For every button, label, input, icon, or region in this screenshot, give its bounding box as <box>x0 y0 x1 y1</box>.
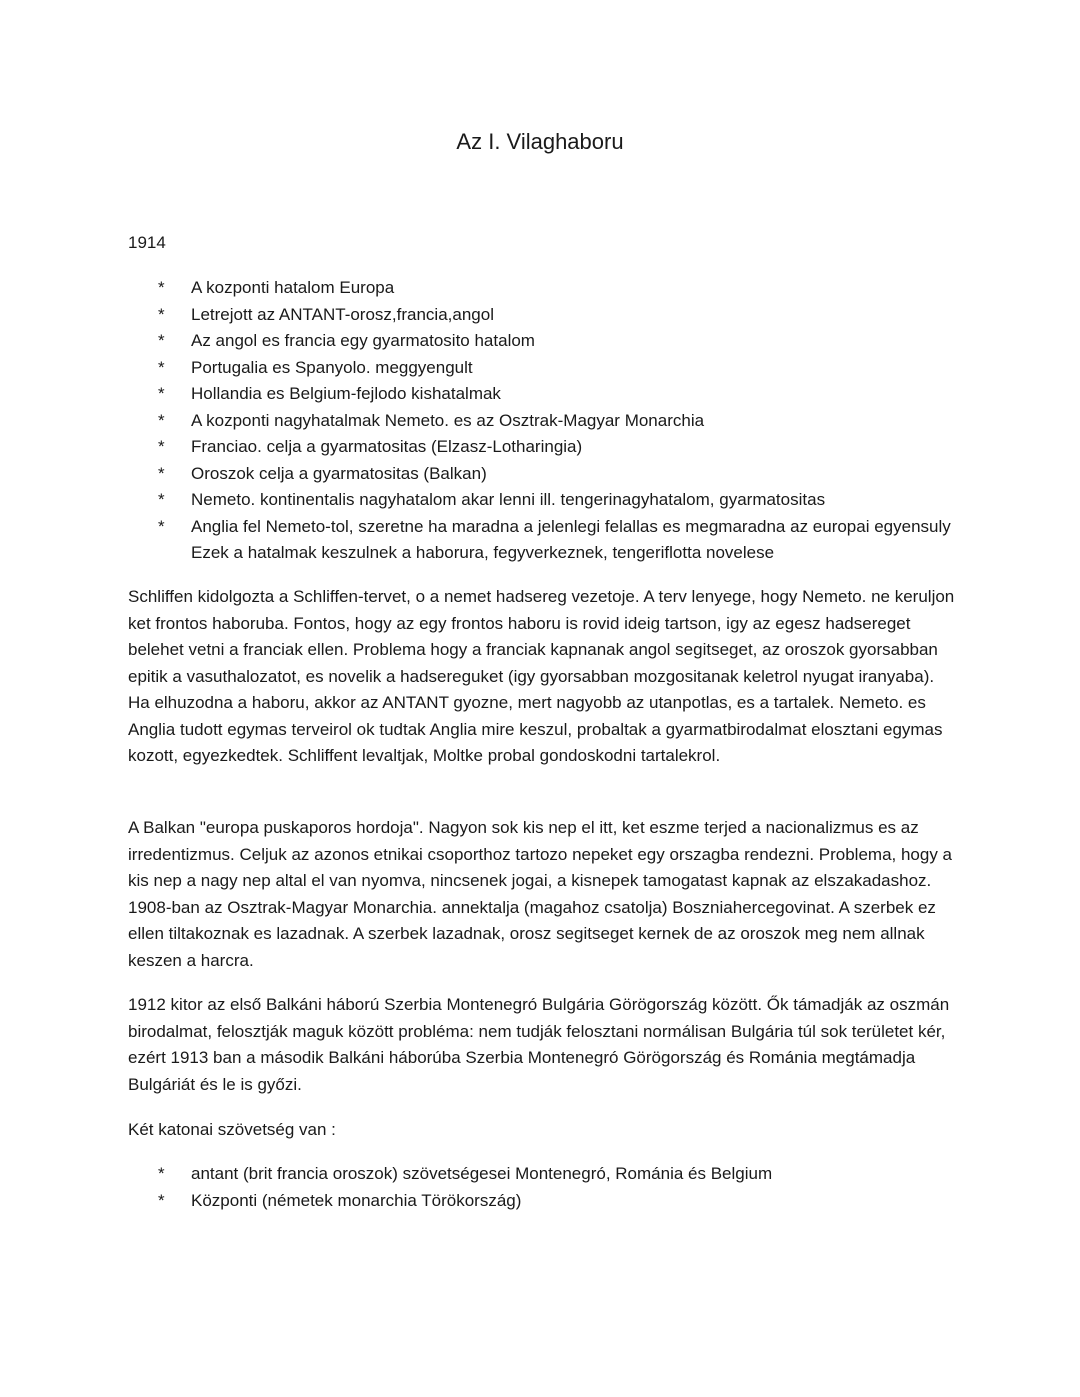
paragraph-text: Két katonai szövetség van : <box>128 1120 336 1139</box>
list-item <box>128 328 958 355</box>
bullet-marker: * <box>158 357 165 377</box>
list-item-text: Portugalia es Spanyolo. meggyengult <box>191 357 473 377</box>
list-item <box>128 514 958 567</box>
bullet-marker: * <box>158 516 165 536</box>
paragraph-text: Schliffen kidolgozta a Schliffen-tervet, o a nemet hadsereg vezetoje. A terv lenyege, hogy Nemeto. ne keruljon ket frontos haboruba. Fontos, hogy az egy frontos haboru is rovid ideig tartson, igy az egesz hadsereget belehet vetni a franciak ellen. Problema hogy a franciak kapnanak angol segitseget, az oroszok gyorsabban epitik a vasuthalozatot, es novelik a hadsereguket (igy gyorsabban mozgositanak keletrol nyugat iranyaba). Ha elhuzodna a haboru, akkor az ANTANT gyozne, mert nagyobb az utanpotlas, es a tartalek. Nemeto. es Anglia tudott egymas terveirol ok tudtak Anglia mire keszul, probaltak a gyarmatbirodalmat elosztani egymas kozott, egyezkedtek. Schliffent levaltjak, Moltke probal gondoskodni tartalekrol. <box>128 587 955 765</box>
list-item <box>128 275 958 302</box>
list-item-text: Oroszok celja a gyarmatositas (Balkan) <box>191 463 487 483</box>
paragraph-balkan-wars <box>128 992 958 1098</box>
list-item-text: Anglia fel Nemeto-tol, szeretne ha maradna a jelenlegi felallas es megmaradna az europai egyensuly Ezek a hatalmak keszulnek a haborura, fegyverkeznek, tengeriflotta novelese <box>191 516 951 562</box>
bullet-list-alliances <box>128 1161 958 1214</box>
list-item <box>128 355 958 382</box>
list-item <box>128 1161 958 1188</box>
bullet-marker: * <box>158 463 165 483</box>
bullet-marker: * <box>158 490 165 509</box>
list-item-text: Nemeto. kontinentalis nagyhatalom akar lenni ill. tengerinagyhatalom, gyarmatositas <box>191 490 826 509</box>
list-item-text: Központi (németek monarchia Törökország) <box>191 1190 522 1210</box>
paragraph-schlieffen-plan <box>128 584 958 770</box>
list-item <box>128 381 958 408</box>
list-item-text: A kozponti hatalom Europa <box>191 278 395 297</box>
year-heading: 1914 <box>128 233 166 252</box>
paragraph-text: 1912 kitor az első Balkáni háború Szerbia Montenegró Bulgária Görögország között. Ők támadják az oszmán birodalmat, felosztják maguk között probléma: nem tudják felosztani normálisan Bulgária túl sok területet kér, ezért 1913 ban a második Balkáni háborúba Szerbia Montenegró Görögország és Románia megtámadja Bulgáriát és le is győzi. <box>128 995 950 1094</box>
bullet-marker: * <box>158 384 165 403</box>
bullet-marker: * <box>158 1190 165 1210</box>
paragraph-text: A Balkan "europa puskaporos hordoja". Nagyon sok kis nep el itt, ket eszme terjed a nacionalizmus es az irredentizmus. Celjuk az azonos etnikai csoporthoz tartozo nepeket egy orszagba rendezni. Problema, hogy a kis nep a nagy nep altal el van nyomva, nincsenek jogai, a kisnepek tamogatast kapnak az elszakadashoz. 1908-ban az Osztrak-Magyar Monarchia. annektalja (magahoz csatolja) Boszniahercegovinat. A szerbek ez ellen tiltakoznak es lazadnak. A szerbek lazadnak, orosz segitseget kernek de az oroszok meg nem allnak keszen a harcra. <box>128 818 953 970</box>
list-item-text: Franciao. celja a gyarmatositas (Elzasz-Lotharingia) <box>191 437 583 456</box>
bullet-marker: * <box>158 1164 165 1183</box>
list-item-text: A kozponti nagyhatalmak Nemeto. es az Osztrak-Magyar Monarchia <box>191 410 705 430</box>
list-item <box>128 1188 958 1215</box>
list-item <box>128 461 958 488</box>
list-item-text: antant (brit francia oroszok) szövetségesei Montenegró, Románia és Belgium <box>191 1164 773 1183</box>
list-item-text: Az angol es francia egy gyarmatosito hatalom <box>191 331 535 350</box>
bullet-marker: * <box>158 304 165 324</box>
list-item <box>128 302 958 329</box>
bullet-marker: * <box>158 410 165 430</box>
page-title: Az I. Vilaghaboru <box>456 129 624 154</box>
list-item <box>128 487 958 514</box>
bullet-marker: * <box>158 331 165 350</box>
bullet-list-powers <box>128 275 958 567</box>
bullet-marker: * <box>158 278 165 297</box>
list-item-text: Hollandia es Belgium-fejlodo kishatalmak <box>191 384 501 403</box>
bullet-marker: * <box>158 437 165 456</box>
list-item-text: Letrejott az ANTANT-orosz,francia,angol <box>191 304 494 324</box>
paragraph-alliances-intro <box>128 1117 958 1144</box>
list-item <box>128 408 958 435</box>
list-item <box>128 434 958 461</box>
paragraph-balkan <box>128 815 958 974</box>
